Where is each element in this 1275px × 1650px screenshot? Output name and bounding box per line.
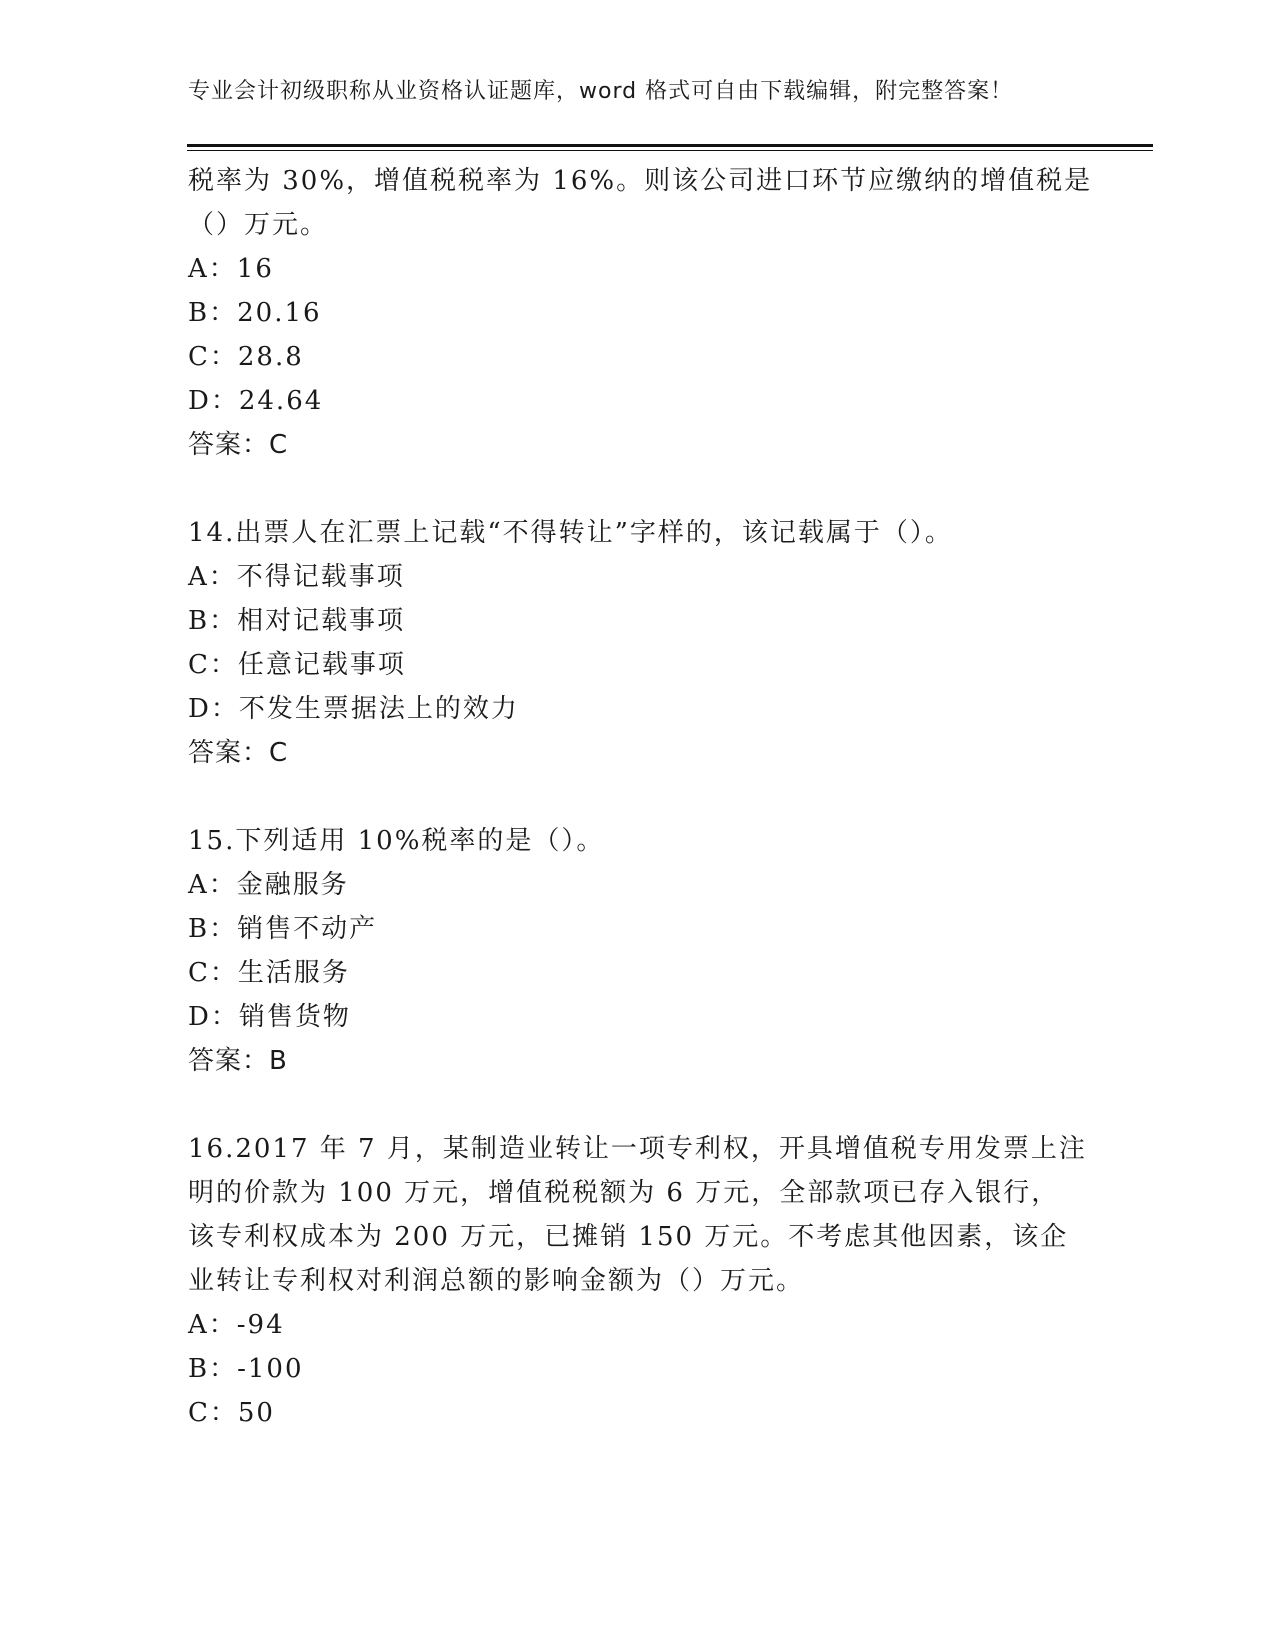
question-16-option-b: B：-100: [188, 1354, 304, 1384]
question-13-option-a: A：16: [188, 254, 274, 284]
question-16-option-a: A：-94: [188, 1310, 285, 1340]
question-15-option-a: A：金融服务: [188, 870, 349, 900]
question-15-answer: 答案：B: [188, 1046, 288, 1076]
question-13-stem-line-2: （）万元。: [188, 210, 329, 240]
question-13-option-b: B：20.16: [188, 298, 322, 328]
question-15-option-d: D：销售货物: [188, 1002, 351, 1032]
question-14-option-b: B：相对记载事项: [188, 606, 406, 636]
question-15-option-c: C：生活服务: [188, 958, 350, 988]
question-13-answer: 答案：C: [188, 430, 289, 460]
question-16-stem-line-1: 16.2017 年 7 月，某制造业转让一项专利权，开具增值税专用发票上注: [188, 1134, 1087, 1164]
question-13-option-c: C：28.8: [188, 342, 304, 372]
question-16-stem-line-3: 该专利权成本为 200 万元，已摊销 150 万元。不考虑其他因素，该企: [188, 1222, 1069, 1252]
header-rule-thick: [187, 144, 1153, 147]
question-14-answer: 答案：C: [188, 738, 289, 768]
question-15-option-b: B：销售不动产: [188, 914, 378, 944]
question-14-option-d: D：不发生票据法上的效力: [188, 694, 519, 724]
question-14-stem: 14.出票人在汇票上记载“不得转让”字样的，该记载属于（）。: [188, 518, 953, 548]
question-15-stem: 15.下列适用 10%税率的是（）。: [188, 826, 605, 856]
question-16-stem-line-2: 明的价款为 100 万元，增值税税额为 6 万元，全部款项已存入银行，: [188, 1178, 1060, 1208]
question-14-option-a: A：不得记载事项: [188, 562, 405, 592]
question-16-option-c: C：50: [188, 1398, 275, 1428]
question-13-option-d: D：24.64: [188, 386, 324, 416]
question-16-stem-line-4: 业转让专利权对利润总额的影响金额为（）万元。: [188, 1266, 805, 1296]
question-13-stem-line-1: 税率为 30%，增值税税率为 16%。则该公司进口环节应缴纳的增值税是: [188, 166, 1093, 196]
header-rule-thin: [187, 150, 1153, 151]
question-14-option-c: C：任意记载事项: [188, 650, 406, 680]
page-header: 专业会计初级职称从业资格认证题库，word 格式可自由下载编辑，附完整答案！: [188, 79, 1014, 104]
